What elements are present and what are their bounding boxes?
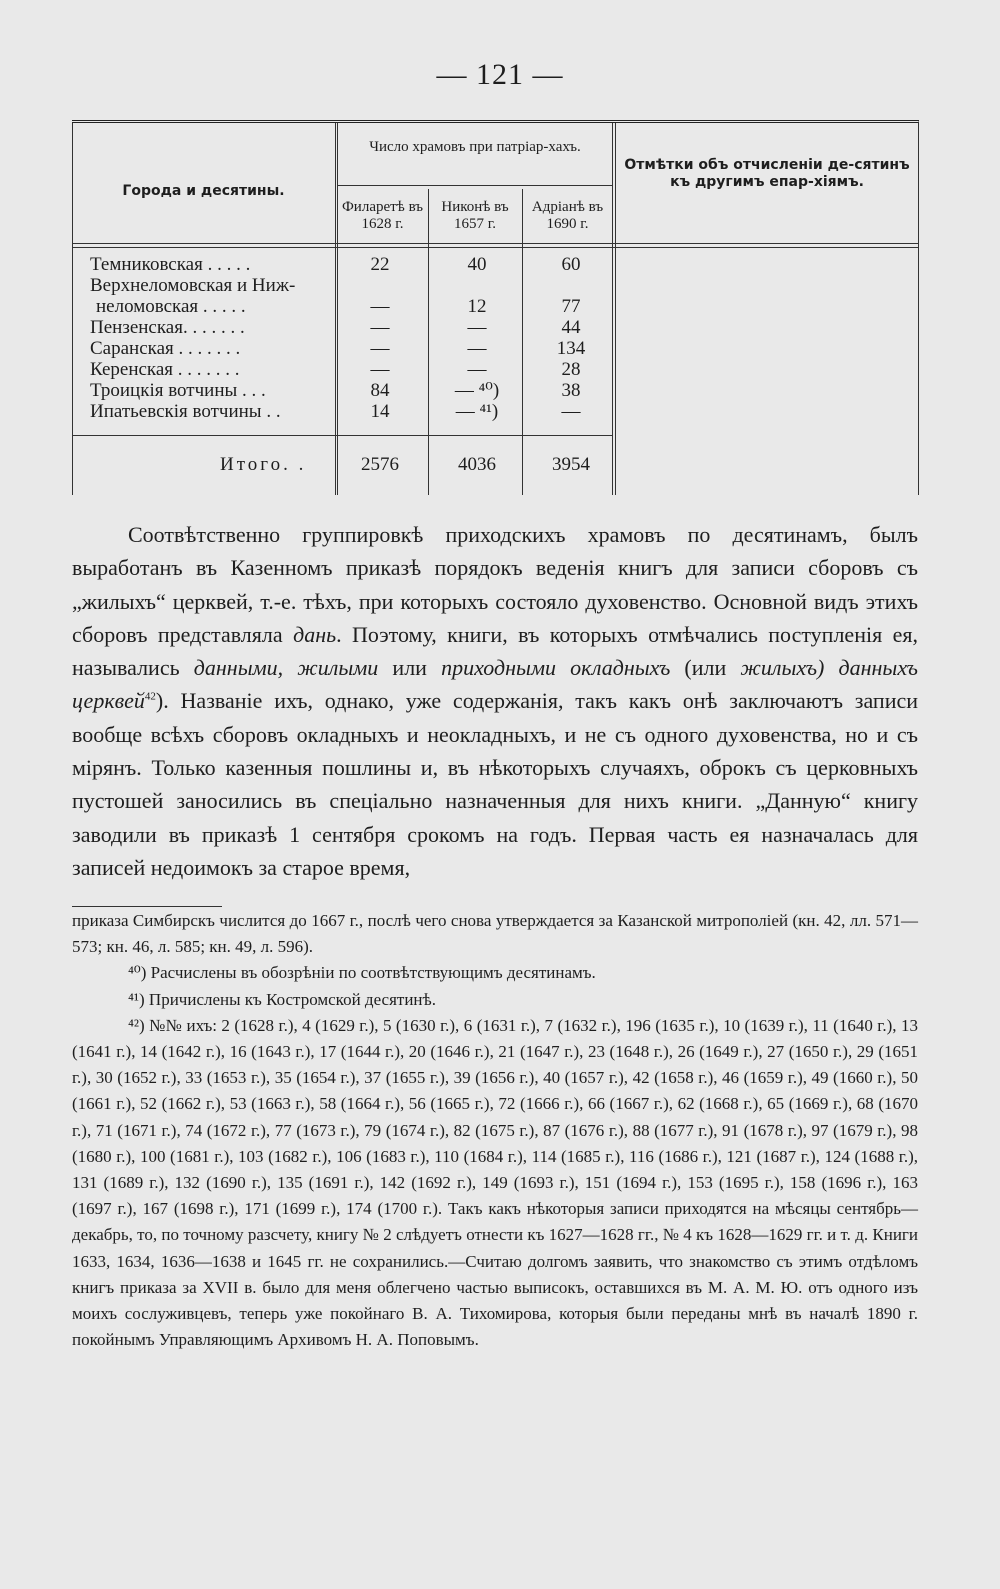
row-name: Пензенская. . . . . . . <box>90 317 245 338</box>
footnotes <box>72 908 918 1353</box>
footnote-continued: приказа Симбирскъ числится до 1667 г., послѣ чего снова утверждается за Казанской митрополіей (кн. 42, лл. 571—573; кн. 46, л. 585; кн. 49, л. 596). <box>72 911 918 957</box>
row-filaret: — <box>370 338 390 359</box>
row-adrian: 28 <box>561 359 581 380</box>
row-adrian: 44 <box>561 317 581 338</box>
table-row <box>72 402 918 421</box>
footnote-ref: 42 <box>144 691 156 704</box>
total-adrian: 3954 <box>552 454 590 475</box>
table-row <box>72 339 918 358</box>
row-name: Саранская . . . . . . . <box>90 338 241 359</box>
row-nikon: 12 <box>467 296 487 317</box>
row-adrian: — <box>561 401 581 422</box>
footnote-42: ⁴²) №№ ихъ: 2 (1628 г.), 4 (1629 г.), 5 (1630 г.), 6 (1631 г.), 7 (1632 г.), 196 (1635 г.), 10 (1639 г.), 11 (1640 г.), 13 (1641 г.), 14 (1642 г.), 16 (1643 г.), 17 (1644 г.), 20 (1646 г.), 21 (1647 г.), 23 (1648 г.), 26 (1649 г.), 27 (1650 г.), 29 (1651 г.), 30 (1652 г.), 33 (1653 г.), 35 (1654 г.), 37 (1655 г.), 39 (1656 г.), 40 (1657 г.), 42 (1658 г.), 46 (1659 г.), 49 (1660 г.), 50 (1661 г.), 52 (1662 г.), 53 (1663 г.), 58 (1664 г.), 56 (1665 г.), 72 (1666 г.), 66 (1667 г.), 62 (1668 г.), 65 (1669 г.), 68 (1670 г.), 71 (1671 г.), 74 (1672 г.), 77 (1673 г.), 79 (1674 г.), 82 (1675 г.), 87 (1676 г.), 88 (1677 г.), 91 (1678 г.), 97 (1679 г.), 98 (1680 г.), 100 (1681 г.), 103 (1682 г.), 106 (1683 г.), 110 (1684 г.), 114 (1685 г.), 116 (1686 г.), 121 (1687 г.), 124 (1688 г.), 131 (1689 г.), 132 (1690 г.), 135 (1691 г.), 142 (1692 г.), 149 (1693 г.), 151 (1694 г.), 153 (1695 г.), 158 (1696 г.), 163 (1697 г.), 167 (1698 г.), 171 (1699 г.), 174 (1700 г.). Такъ какъ нѣкоторыя записи приходятся на мѣсяцы сентябрь—декабрь, то, по точному разсчету, книгу № 2 слѣдуетъ отнести къ 1627—1628 гг., № 4 къ 1628—1629 гг. и т. д. Книги 1633, 1634, 1636—1638 и 1645 гг. не сохранились.—Считаю долгомъ заявить, что знакомство съ этимъ отдѣломъ книгъ приказа за XVII в. было для меня облегчено частью выписокъ, оставшихся въ М. А. М. Ю. отъ одного изъ моихъ сослуживцевъ, теперь уже покойнаго В. А. Тихомирова, которыя были переданы мнѣ въ началѣ 1890 г. покойнымъ Управляющимъ Архивомъ Н. А. Поповымъ. <box>72 1015 918 1350</box>
total-filaret: 2576 <box>361 454 399 475</box>
table-row <box>72 381 918 400</box>
row-nikon: — <box>467 338 487 359</box>
row-name: Керенская . . . . . . . <box>90 359 240 380</box>
italic-run: жилыхъ) данныхъ церквей <box>72 655 918 714</box>
total-rule <box>72 435 612 436</box>
footnote-rule <box>72 906 222 907</box>
text-run: . Поэтому, книги, въ которыхъ отмѣчались поступленія ея, назывались <box>72 621 918 681</box>
header-filaret: Филаретѣ въ 1628 г. <box>341 199 424 232</box>
header-subdivider <box>337 185 612 186</box>
text-run: или <box>378 655 442 681</box>
header-temples: Число храмовъ при патріар-хахъ. <box>369 139 581 155</box>
header-nikon: Никонѣ въ 1657 г. <box>441 199 509 232</box>
row-filaret: — <box>370 296 390 317</box>
footnote-41: ⁴¹) Причислены къ Костромской десятинѣ. <box>128 989 437 1009</box>
row-nikon: 40 <box>467 254 487 275</box>
temples-table <box>72 120 919 495</box>
row-filaret: 14 <box>370 401 390 422</box>
row-filaret: 84 <box>370 380 390 401</box>
italic-run: дань <box>293 621 337 647</box>
row-filaret: 22 <box>370 254 390 275</box>
row-adrian: 134 <box>556 338 586 359</box>
table-row <box>72 318 918 337</box>
text-run: ). Названіе ихъ, однако, уже содержанія, такъ какъ онѣ заключаютъ записи вообще всѣхъ сборовъ окладныхъ и неокладныхъ, и не съ одного духовенства, но и съ мірянъ. Только казенныя пошлины и, въ нѣкоторыхъ случаяхъ, оброкъ съ церковныхъ пустошей заносились въ спеціально назначенныя для нихъ книги. „Данную“ книгу заводили въ приказѣ 1 сентября срокомъ на годъ. Первая часть ея назначалась для записей недоимокъ за старое время, <box>72 688 918 880</box>
table-row <box>72 255 918 274</box>
table-row <box>72 360 918 379</box>
paragraph <box>72 518 918 884</box>
row-adrian: 60 <box>561 254 581 275</box>
total-label: Итого. . <box>220 454 307 475</box>
header-adrian: Адріанѣ въ 1690 г. <box>531 199 604 232</box>
page-number: — 121 — <box>436 58 564 91</box>
row-name: Темниковская . . . . . <box>90 254 251 275</box>
italic-run: приходными окладныхъ <box>441 655 671 681</box>
main-text <box>72 518 918 884</box>
row-name: Ипатьевскія вотчины . . <box>90 401 281 422</box>
header-bottom-rule <box>72 243 918 244</box>
table-row <box>72 276 918 295</box>
row-filaret: — <box>370 317 390 338</box>
header-bottom-rule <box>72 247 918 248</box>
row-nikon: — <box>467 359 487 380</box>
row-adrian: 38 <box>561 380 581 401</box>
row-nikon: — ⁴¹) <box>455 401 499 422</box>
text-run: Соотвѣтственно группировкѣ приходскихъ храмовъ по десятинамъ, былъ выработанъ въ Казенномъ приказѣ порядокъ веденія книгъ для записи сборовъ съ „жилыхъ“ церквей, т.-е. тѣхъ, при которыхъ состояло духовенство. Основной видъ этихъ сборовъ представляла <box>72 522 918 647</box>
row-name: неломовская . . . . . <box>96 296 246 317</box>
row-name: Троицкія вотчины . . . <box>90 380 266 401</box>
header-notes: Отмѣтки объ отчисленіи де-сятинъ къ другимъ епар-хіямъ. <box>624 157 910 190</box>
table-row <box>72 297 918 316</box>
row-name: Верхнеломовская и Ниж- <box>90 275 296 296</box>
row-adrian: 77 <box>561 296 581 317</box>
row-nikon: — ⁴⁰) <box>454 380 500 401</box>
footnote-40: ⁴⁰) Расчислены въ обозрѣніи по соотвѣтствующимъ десятинамъ. <box>128 963 596 983</box>
text-run: (или <box>670 655 741 681</box>
header-towns: Города и десятины. <box>122 183 285 199</box>
italic-run: данными, жилыми <box>193 655 379 681</box>
row-nikon: — <box>467 317 487 338</box>
total-nikon: 4036 <box>458 454 496 475</box>
table-total-row <box>72 455 918 474</box>
row-filaret: — <box>370 359 390 380</box>
